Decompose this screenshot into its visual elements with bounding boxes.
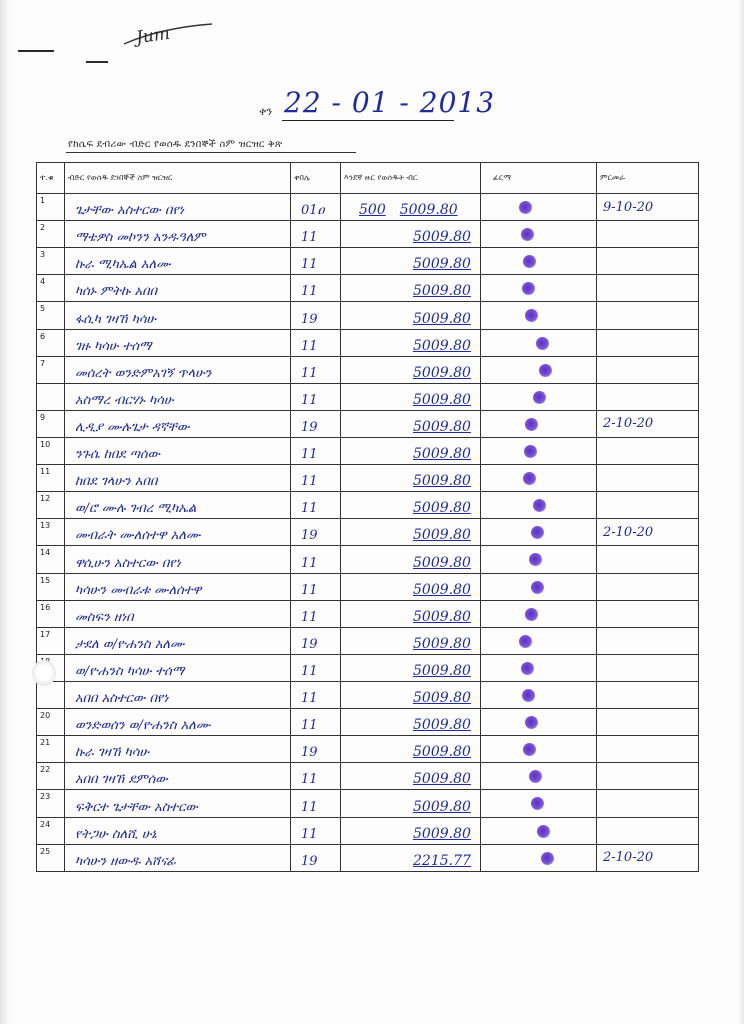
borrower-name: ካሳሁን መብራቱ ሙለሰተዋ bbox=[65, 573, 291, 600]
table-header-row bbox=[37, 163, 699, 194]
loan-amount: 5009.80 bbox=[341, 600, 481, 627]
kebele-value: 19 bbox=[291, 627, 341, 654]
kebele-value: 11 bbox=[291, 763, 341, 790]
remark-value bbox=[597, 681, 699, 708]
signature-cell bbox=[481, 221, 597, 248]
kebele-value: 11 bbox=[291, 275, 341, 302]
borrower-name: ሊዲያ ሙሉጌታ ዳኛቸው bbox=[65, 410, 291, 437]
thumbprint-icon bbox=[529, 770, 542, 783]
column-header-amount: እንደኛ ዙር የወሰዱት ብር bbox=[341, 163, 481, 194]
signature-cell bbox=[481, 763, 597, 790]
remark-value bbox=[597, 383, 699, 410]
row-number: 1 bbox=[37, 194, 65, 221]
loan-amount: 5009.80 bbox=[341, 763, 481, 790]
kebele-value: 19 bbox=[291, 736, 341, 763]
row-number: 14 bbox=[37, 546, 65, 573]
remark-value bbox=[597, 573, 699, 600]
thumbprint-icon bbox=[529, 553, 542, 566]
table-row bbox=[37, 221, 699, 248]
borrower-name: ፍቅርተ ጌታቸው አስተርው bbox=[65, 790, 291, 817]
kebele-value: 11 bbox=[291, 329, 341, 356]
table-row bbox=[37, 356, 699, 383]
table-row bbox=[37, 736, 699, 763]
loan-amount: 5009.80 bbox=[341, 383, 481, 410]
column-header-signature: ፊርማ bbox=[481, 163, 597, 194]
signature-cell bbox=[481, 790, 597, 817]
remark-value bbox=[597, 437, 699, 464]
remark-value bbox=[597, 627, 699, 654]
kebele-value: 11 bbox=[291, 709, 341, 736]
thumbprint-icon bbox=[539, 364, 552, 377]
signature-cell bbox=[481, 681, 597, 708]
table-row bbox=[37, 790, 699, 817]
loan-amount: 5009.80 bbox=[341, 437, 481, 464]
thumbprint-icon bbox=[524, 445, 537, 458]
date-label: ቀን bbox=[259, 105, 273, 118]
remark-value bbox=[597, 817, 699, 844]
thumbprint-icon bbox=[521, 228, 534, 241]
loan-amount: 5009.80 bbox=[341, 627, 481, 654]
remark-value bbox=[597, 248, 699, 275]
amount-prefix: 500 bbox=[359, 202, 386, 219]
kebele-value: 01ዐ bbox=[291, 194, 341, 221]
signature-cell bbox=[481, 546, 597, 573]
borrower-name: ከበደ ገላሁን አበበ bbox=[65, 465, 291, 492]
remark-value bbox=[597, 356, 699, 383]
row-number: 9 bbox=[37, 410, 65, 437]
loan-amount: 5009.80 bbox=[341, 329, 481, 356]
remark-value bbox=[597, 302, 699, 329]
row-number: 17 bbox=[37, 627, 65, 654]
signature-cell bbox=[481, 194, 597, 221]
table-row bbox=[37, 329, 699, 356]
table-row bbox=[37, 492, 699, 519]
loan-amount: 5009.80 bbox=[341, 410, 481, 437]
row-number bbox=[37, 383, 65, 410]
paper-stain bbox=[32, 660, 56, 686]
kebele-value: 11 bbox=[291, 546, 341, 573]
row-number: 12 bbox=[37, 492, 65, 519]
kebele-value: 19 bbox=[291, 844, 341, 871]
date-underline bbox=[282, 120, 454, 121]
thumbprint-icon bbox=[537, 825, 550, 838]
kebele-value: 11 bbox=[291, 600, 341, 627]
thumbprint-icon bbox=[523, 472, 536, 485]
corner-note: Jum bbox=[134, 23, 172, 49]
loan-amount: 5009.80 bbox=[341, 681, 481, 708]
kebele-value: 11 bbox=[291, 573, 341, 600]
table-row bbox=[37, 546, 699, 573]
thumbprint-icon bbox=[519, 635, 532, 648]
thumbprint-icon bbox=[541, 852, 554, 865]
table-row bbox=[37, 275, 699, 302]
borrower-name: ንጉሴ ከበደ ጣሰው bbox=[65, 437, 291, 464]
borrower-name: ፋሲካ ገዛኸ ካሳሁ bbox=[65, 302, 291, 329]
table-row bbox=[37, 437, 699, 464]
thumbprint-icon bbox=[523, 743, 536, 756]
thumbprint-icon bbox=[525, 608, 538, 621]
borrower-name: ካሳሁን ዘውዱ አሸናፊ bbox=[65, 844, 291, 871]
signature-cell bbox=[481, 736, 597, 763]
signature-cell bbox=[481, 627, 597, 654]
row-number: 25 bbox=[37, 844, 65, 871]
signature-cell bbox=[481, 817, 597, 844]
table-row bbox=[37, 763, 699, 790]
signature-cell bbox=[481, 844, 597, 871]
table-row bbox=[37, 194, 699, 221]
loan-amount: 5009.80 bbox=[341, 221, 481, 248]
loan-amount: 2215.77 bbox=[341, 844, 481, 871]
loan-amount: 5009.80 bbox=[341, 817, 481, 844]
thumbprint-icon bbox=[522, 282, 535, 295]
signature-cell bbox=[481, 275, 597, 302]
borrowers-table bbox=[36, 162, 699, 872]
table-row bbox=[37, 465, 699, 492]
thumbprint-icon bbox=[531, 581, 544, 594]
page-title: የከሴፍ ደብሪው ብድር የወሰዱ ደንበኞች ስም ዝርዝር ቅጽ bbox=[68, 139, 283, 150]
row-number: 4 bbox=[37, 275, 65, 302]
signature-cell bbox=[481, 410, 597, 437]
thumbprint-icon bbox=[523, 255, 536, 268]
table-row bbox=[37, 410, 699, 437]
kebele-value: 11 bbox=[291, 790, 341, 817]
signature-cell bbox=[481, 600, 597, 627]
signature-cell bbox=[481, 654, 597, 681]
signature-cell bbox=[481, 248, 597, 275]
kebele-value: 11 bbox=[291, 465, 341, 492]
thumbprint-icon bbox=[531, 797, 544, 810]
borrower-name: ገዙ ካሳሁ ተሰማ bbox=[65, 329, 291, 356]
loan-amount: 5009.80 bbox=[341, 465, 481, 492]
thumbprint-icon bbox=[531, 526, 544, 539]
borrower-name: አበበ አስተርው በየነ bbox=[65, 681, 291, 708]
scan-edge-left bbox=[0, 0, 10, 1024]
kebele-value: 11 bbox=[291, 248, 341, 275]
signature-cell bbox=[481, 329, 597, 356]
borrower-name: መሰረት ወንድምአገኝ ጥላሁን bbox=[65, 356, 291, 383]
loan-amount: 5009.80 bbox=[341, 546, 481, 573]
thumbprint-icon bbox=[522, 689, 535, 702]
borrower-name: አበበ ገዛኸ ደምሰው bbox=[65, 763, 291, 790]
thumbprint-icon bbox=[533, 499, 546, 512]
loan-amount: 5009.80 bbox=[341, 654, 481, 681]
signature-cell bbox=[481, 492, 597, 519]
date-value: 22 - 01 - 2013 bbox=[284, 86, 496, 119]
kebele-value: 11 bbox=[291, 654, 341, 681]
remark-value bbox=[597, 654, 699, 681]
table-row bbox=[37, 627, 699, 654]
scan-edge-right bbox=[738, 0, 744, 1024]
signature-cell bbox=[481, 356, 597, 383]
kebele-value: 11 bbox=[291, 221, 341, 248]
row-number: 7 bbox=[37, 356, 65, 383]
pen-stroke-mark bbox=[86, 61, 108, 63]
row-number: 21 bbox=[37, 736, 65, 763]
column-header-remark: ምርመራ bbox=[597, 163, 699, 194]
remark-value: 2-10-20 bbox=[597, 410, 699, 437]
kebele-value: 19 bbox=[291, 302, 341, 329]
loan-amount: 5009.80 bbox=[341, 790, 481, 817]
remark-value bbox=[597, 221, 699, 248]
row-number: 5 bbox=[37, 302, 65, 329]
row-number: 22 bbox=[37, 763, 65, 790]
row-number: 11 bbox=[37, 465, 65, 492]
table-row bbox=[37, 600, 699, 627]
remark-value: 2-10-20 bbox=[597, 844, 699, 871]
remark-value bbox=[597, 275, 699, 302]
thumbprint-icon bbox=[536, 337, 549, 350]
row-number: 6 bbox=[37, 329, 65, 356]
amount-value: 5009.80 bbox=[399, 202, 458, 219]
borrower-name: ካሰኑ ምትኩ አበበ bbox=[65, 275, 291, 302]
thumbprint-icon bbox=[519, 201, 532, 214]
signature-cell bbox=[481, 437, 597, 464]
remark-value: 2-10-20 bbox=[597, 519, 699, 546]
table-row bbox=[37, 681, 699, 708]
row-number: 3 bbox=[37, 248, 65, 275]
borrower-name: ማቴዎስ መኮንን አንዱዓለም bbox=[65, 221, 291, 248]
kebele-value: 11 bbox=[291, 383, 341, 410]
kebele-value: 11 bbox=[291, 356, 341, 383]
row-number: 10 bbox=[37, 437, 65, 464]
table-row bbox=[37, 709, 699, 736]
loan-amount bbox=[341, 194, 481, 221]
loan-amount: 5009.80 bbox=[341, 302, 481, 329]
loan-amount: 5009.80 bbox=[341, 356, 481, 383]
table-row bbox=[37, 817, 699, 844]
kebele-value: 11 bbox=[291, 437, 341, 464]
remark-value bbox=[597, 465, 699, 492]
row-number: 16 bbox=[37, 600, 65, 627]
borrower-name: ዋሲሁን አስተርው በየነ bbox=[65, 546, 291, 573]
borrower-name: አስማረ ብርሃኑ ካሳሁ bbox=[65, 383, 291, 410]
table-row bbox=[37, 844, 699, 871]
table-row bbox=[37, 248, 699, 275]
loan-amount: 5009.80 bbox=[341, 492, 481, 519]
kebele-value: 19 bbox=[291, 410, 341, 437]
row-number: 24 bbox=[37, 817, 65, 844]
table-row bbox=[37, 654, 699, 681]
kebele-value: 11 bbox=[291, 817, 341, 844]
column-header-kebele: ቀበሌ bbox=[291, 163, 341, 194]
remark-value bbox=[597, 329, 699, 356]
thumbprint-icon bbox=[525, 418, 538, 431]
loan-amount: 5009.80 bbox=[341, 736, 481, 763]
remark-value: 9-10-20 bbox=[597, 194, 699, 221]
table-row bbox=[37, 302, 699, 329]
row-number: 13 bbox=[37, 519, 65, 546]
pen-stroke-mark bbox=[18, 50, 54, 52]
thumbprint-icon bbox=[521, 662, 534, 675]
remark-value bbox=[597, 763, 699, 790]
borrower-name: ወንድወሰን ወ/ዮሐንስ አለሙ bbox=[65, 709, 291, 736]
loan-amount: 5009.80 bbox=[341, 709, 481, 736]
remark-value bbox=[597, 600, 699, 627]
table-row bbox=[37, 519, 699, 546]
remark-value bbox=[597, 492, 699, 519]
kebele-value: 11 bbox=[291, 492, 341, 519]
signature-cell bbox=[481, 383, 597, 410]
row-number: 20 bbox=[37, 709, 65, 736]
loan-amount: 5009.80 bbox=[341, 248, 481, 275]
borrower-name: ታደለ ወ/ዮሐንስ አለሙ bbox=[65, 627, 291, 654]
signature-cell bbox=[481, 573, 597, 600]
signature-cell bbox=[481, 709, 597, 736]
table-row bbox=[37, 383, 699, 410]
borrower-name: ወ/ዮሐንስ ካሳሁ ተሰማ bbox=[65, 654, 291, 681]
borrower-name: ወ/ሮ ሙሉ ገብረ ሚካኤል bbox=[65, 492, 291, 519]
row-number: 2 bbox=[37, 221, 65, 248]
borrower-name: የትጋሁ ስለሺ ሁኔ bbox=[65, 817, 291, 844]
borrower-name: ኩራ ሚካኤል አለሙ bbox=[65, 248, 291, 275]
kebele-value: 11 bbox=[291, 681, 341, 708]
borrower-name: መብራት ሙለሰተዋ አለሙ bbox=[65, 519, 291, 546]
title-underline bbox=[66, 152, 356, 153]
signature-cell bbox=[481, 519, 597, 546]
signature-cell bbox=[481, 302, 597, 329]
borrower-name: ኩራ ገዛኸ ካሳሁ bbox=[65, 736, 291, 763]
column-header-name: ብድር የወሰዱ ደንበኞች ስም ዝርዝር bbox=[65, 163, 291, 194]
column-header-number: ተ.ቁ bbox=[37, 163, 65, 194]
remark-value bbox=[597, 790, 699, 817]
borrower-name: ጌታቸው አስተርው በየነ bbox=[65, 194, 291, 221]
remark-value bbox=[597, 736, 699, 763]
remark-value bbox=[597, 546, 699, 573]
thumbprint-icon bbox=[525, 309, 538, 322]
loan-amount: 5009.80 bbox=[341, 573, 481, 600]
kebele-value: 19 bbox=[291, 519, 341, 546]
signature-cell bbox=[481, 465, 597, 492]
thumbprint-icon bbox=[525, 716, 538, 729]
loan-amount: 5009.80 bbox=[341, 275, 481, 302]
remark-value bbox=[597, 709, 699, 736]
row-number: 15 bbox=[37, 573, 65, 600]
thumbprint-icon bbox=[533, 391, 546, 404]
loan-amount: 5009.80 bbox=[341, 519, 481, 546]
table-row bbox=[37, 573, 699, 600]
borrower-name: መስፍን ዘነበ bbox=[65, 600, 291, 627]
row-number: 23 bbox=[37, 790, 65, 817]
